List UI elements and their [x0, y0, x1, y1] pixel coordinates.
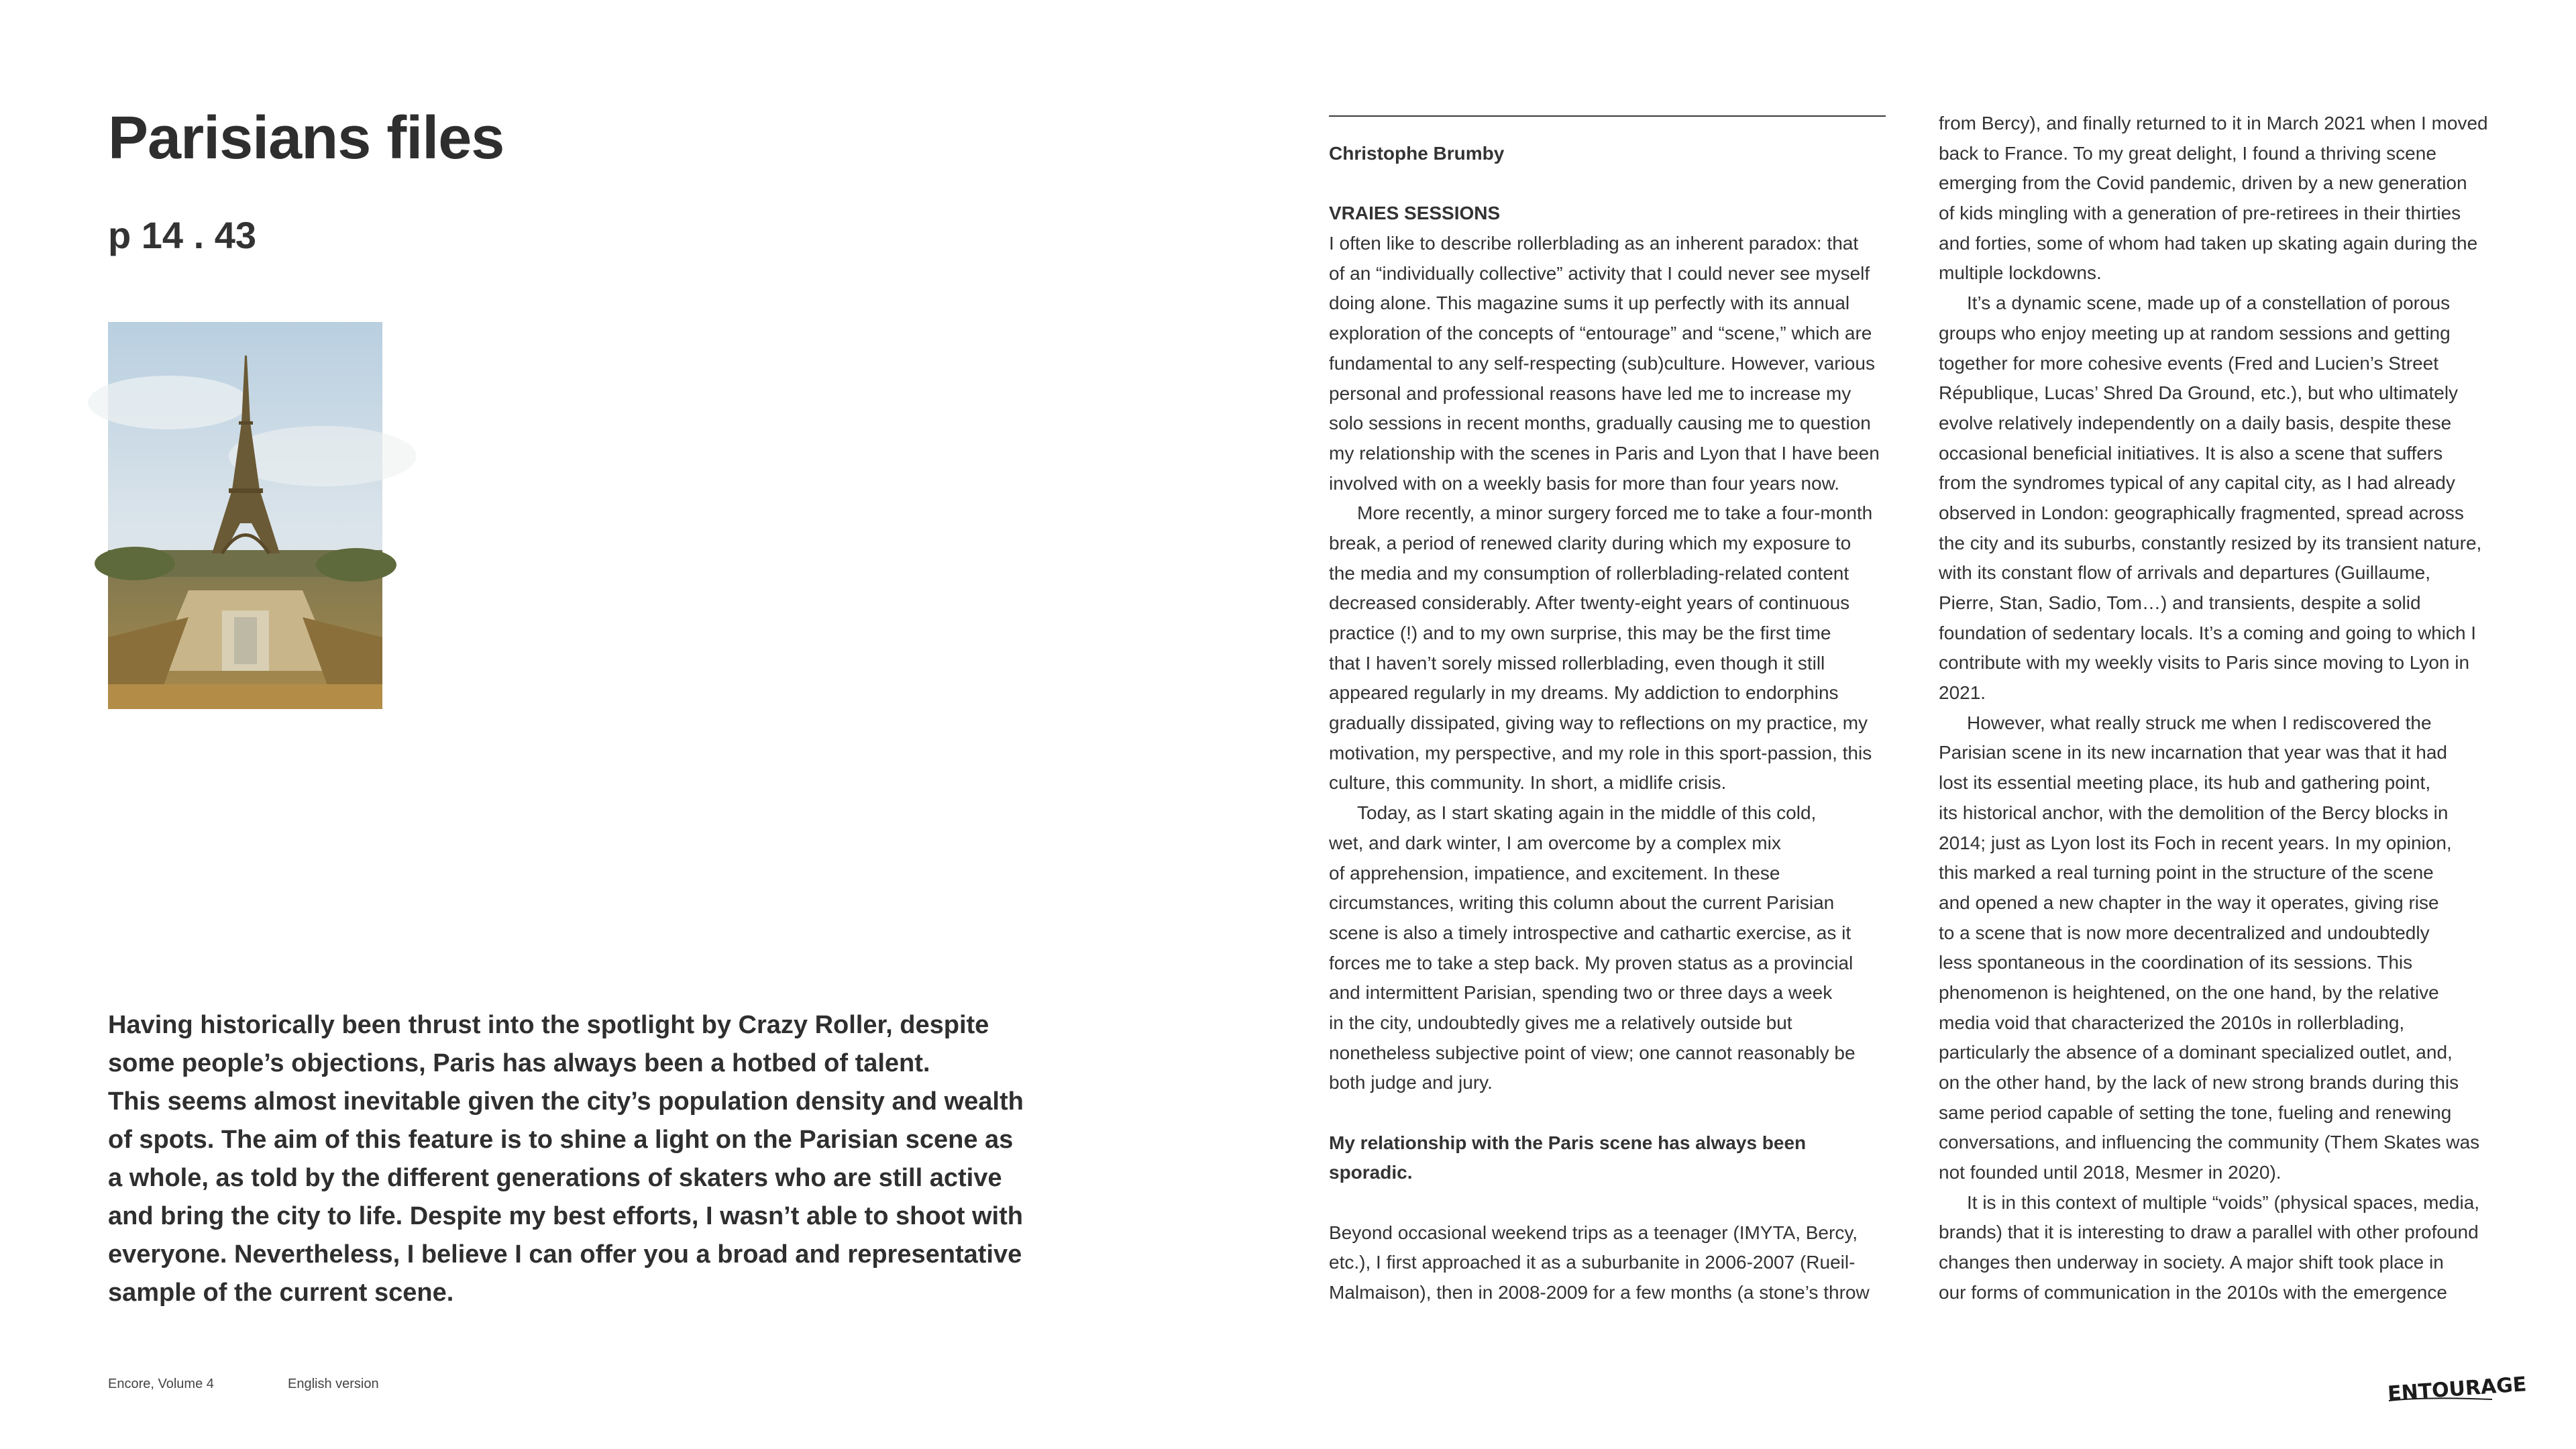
text-line: this marked a real turning point in the structure of the scene [1939, 862, 2434, 883]
text-line: 2014; just as Lyon lost its Foch in recent years. In my opinion, [1939, 832, 2452, 853]
text-line: contribute with my weekly visits to Paris since moving to Lyon in [1939, 652, 2470, 674]
text-line: doing alone. This magazine sums it up perfectly with its annual [1329, 292, 1850, 314]
text-line: Pierre, Stan, Sadio, Tom…) and transients, despite a solid [1939, 592, 2421, 613]
text-line: the city and its suburbs, constantly resized by its transient nature, [1939, 532, 2482, 553]
intro-line: and bring the city to life. Despite my best efforts, I wasn’t able to shoot with [108, 1202, 1023, 1230]
text-line: conversations, and influencing the community (Them Skates was [1939, 1132, 2480, 1153]
intro-line: of spots. The aim of this feature is to shine a light on the Parisian scene as [108, 1126, 1014, 1154]
text-line: 2021. [1939, 682, 1986, 704]
logo-text: ENTOURAGE [2387, 1373, 2528, 1406]
text-line: the media and my consumption of rollerblading-related content [1329, 562, 1849, 584]
text-line: and intermittent Parisian, spending two or three days a week [1329, 982, 1833, 1004]
intro-paragraph [108, 1006, 1024, 1312]
text-line: of apprehension, impatience, and excitement. In these [1329, 862, 1780, 883]
text-line: its historical anchor, with the demolition of the Bercy blocks in [1939, 802, 2449, 823]
footer-version: English version [288, 1377, 379, 1391]
paragraph [1329, 498, 1892, 798]
intro-line: This seems almost inevitable given the city’s population density and wealth [108, 1087, 1024, 1116]
text-line: less spontaneous in the coordination of its sessions. This [1939, 952, 2413, 973]
text-line: gradually dissipated, giving way to reflections on my practice, my [1329, 712, 1868, 734]
text-line: not founded until 2018, Mesmer in 2020). [1939, 1162, 2282, 1183]
text-line: groups who enjoy meeting up at random sessions and getting [1939, 322, 2451, 343]
text-line: emerging from the Covid pandemic, driven by a new generation [1939, 172, 2467, 194]
text-line: occasional beneficial initiatives. It is also a scene that suffers [1939, 442, 2443, 464]
paragraph [1939, 109, 2509, 288]
text-line: Malmaison), then in 2008-2009 for a few months (a stone’s throw [1329, 1282, 1870, 1303]
author-name: Christophe Brumby [1329, 143, 1505, 164]
paragraph [1939, 288, 2509, 708]
paragraph [1939, 1188, 2509, 1308]
text-line: on the other hand, by the lack of new strong brands during this [1939, 1072, 2459, 1093]
article-column-1 [1329, 139, 1892, 1308]
text-line: evolve relatively independently on a daily basis, despite these [1939, 412, 2452, 433]
text-line: practice (!) and to my own surprise, this may be the first time [1329, 623, 1831, 643]
text-line: media void that characterized the 2010s in rollerblading, [1939, 1012, 2405, 1033]
section-heading: VRAIES SESSIONS [1329, 203, 1501, 224]
footer-publication: Encore, Volume 4 [108, 1377, 214, 1391]
text-line: back to France. To my great delight, I found a thriving scene [1939, 142, 2436, 164]
text-line: République, Lucas’ Shred Da Ground, etc.), but who ultimately [1939, 382, 2459, 404]
text-line: exploration of the concepts of “entourage” and “scene,” which are [1329, 323, 1872, 344]
text-line: together for more cohesive events (Fred and Lucien’s Street [1939, 352, 2438, 374]
text-line: changes then underway in society. A major shift took place in [1939, 1252, 2444, 1273]
text-line: circumstances, writing this column about the current Parisian [1329, 892, 1835, 914]
text-line: from the syndromes typical of any capital city, as I had already [1939, 472, 2455, 494]
article-column-2 [1939, 109, 2509, 1308]
paragraph [1329, 798, 1892, 1098]
text-line: culture, this community. In short, a midlife crisis. [1329, 772, 1727, 794]
text-line: It’s a dynamic scene, made up of a constellation of porous [1967, 292, 2451, 314]
intro-line: Having historically been thrust into the spotlight by Crazy Roller, despite [108, 1011, 989, 1039]
intro-line: some people’s objections, Paris has always been a hotbed of talent. [108, 1049, 930, 1077]
text-line: both judge and jury. [1329, 1072, 1493, 1093]
text-line: Today, as I start skating again in the middle of this cold, [1357, 802, 1817, 824]
text-line: More recently, a minor surgery forced me to take a four-month [1357, 502, 1873, 524]
text-line: observed in London: geographically fragmented, spread across [1939, 502, 2464, 523]
text-line: personal and professional reasons have led me to increase my [1329, 382, 1851, 404]
text-line: of kids mingling with a generation of pre-retirees in their thirties [1939, 203, 2461, 224]
page-range: p 14 . 43 [108, 214, 257, 256]
intro-line: a whole, as told by the different generations of skaters who are still active [108, 1164, 1002, 1192]
text-line: forces me to take a step back. My proven status as a provincial [1329, 952, 1854, 973]
text-line: nonetheless subjective point of view; one cannot reasonably be [1329, 1042, 1856, 1063]
paragraph [1939, 708, 2509, 1188]
text-line: etc.), I first approached it as a suburbanite in 2006-2007 (Rueil- [1329, 1252, 1856, 1273]
text-line: appeared regularly in my dreams. My addiction to endorphins [1329, 682, 1839, 704]
eiffel-tower-photo [108, 322, 382, 709]
text-line: fundamental to any self-respecting (sub)culture. However, various [1329, 352, 1875, 374]
text-line: and opened a new chapter in the way it operates, giving rise [1939, 892, 2439, 913]
text-line: phenomenon is heightened, on the one hand, by the relative [1939, 981, 2439, 1003]
text-line: particularly the absence of a dominant specialized outlet, and, [1939, 1042, 2453, 1063]
text-line: brands) that it is interesting to draw a parallel with other profound [1939, 1222, 2479, 1243]
text-line: break, a period of renewed clarity during which my exposure to [1329, 532, 1851, 553]
paragraph [1329, 1218, 1892, 1308]
text-line: that I haven’t sorely missed rollerblading, even though it still [1329, 652, 1825, 674]
text-line: and forties, some of whom had taken up skating again during the [1939, 232, 2478, 254]
text-line: scene is also a timely introspective and cathartic exercise, as it [1329, 922, 1851, 943]
eiffel-tower-illustration [108, 322, 382, 709]
text-line: lost its essential meeting place, its hub and gathering point, [1939, 772, 2431, 794]
text-line: to a scene that is now more decentralized and undoubtedly [1939, 922, 2430, 943]
text-line: same period capable of setting the tone, fueling and renewing [1939, 1102, 2452, 1123]
paragraph [1329, 229, 1892, 498]
text-line: my relationship with the scenes in Paris and Lyon that I have been [1329, 442, 1880, 464]
text-line: foundation of sedentary locals. It’s a coming and going to which I [1939, 622, 2477, 643]
text-line: multiple lockdowns. [1939, 262, 2102, 284]
text-line: with its constant flow of arrivals and departures (Guillaume, [1939, 562, 2430, 584]
text-line: involved with on a weekly basis for more than four years now. [1329, 472, 1840, 494]
entourage-logo [2385, 1366, 2528, 1413]
text-line: solo sessions in recent months, gradually causing me to question [1329, 413, 1871, 434]
text-line: in the city, undoubtedly gives me a relatively outside but [1329, 1012, 1792, 1033]
text-line: of an “individually collective” activity that I could never see myself [1329, 262, 1870, 284]
text-line: our forms of communication in the 2010s with the emergence [1939, 1281, 2447, 1303]
subheading [1329, 1128, 1892, 1188]
text-line: Parisian scene in its new incarnation that year was that it had [1939, 742, 2447, 763]
text-line: Beyond occasional weekend trips as a teenager (IMYTA, Bercy, [1329, 1222, 1858, 1243]
column-rule [1329, 115, 1886, 117]
intro-line: sample of the current scene. [108, 1279, 454, 1307]
text-line: However, what really struck me when I rediscovered the [1967, 712, 2432, 733]
text-line: I often like to describe rollerblading as an inherent paradox: that [1329, 233, 1859, 254]
text-line: from Bercy), and finally returned to it in March 2021 when I moved [1939, 113, 2488, 133]
text-line: wet, and dark winter, I am overcome by a complex mix [1329, 832, 1781, 853]
page-title: Parisians files [108, 105, 504, 172]
text-line: It is in this context of multiple “voids” (physical spaces, media, [1967, 1191, 2480, 1213]
text-line: motivation, my perspective, and my role in this sport-passion, this [1329, 742, 1872, 763]
subheading-line: My relationship with the Paris scene has always been [1329, 1132, 1807, 1153]
text-line: decreased considerably. After twenty-eight years of continuous [1329, 592, 1850, 614]
intro-line: everyone. Nevertheless, I believe I can offer you a broad and representative [108, 1240, 1022, 1269]
subheading-line: sporadic. [1329, 1162, 1413, 1183]
